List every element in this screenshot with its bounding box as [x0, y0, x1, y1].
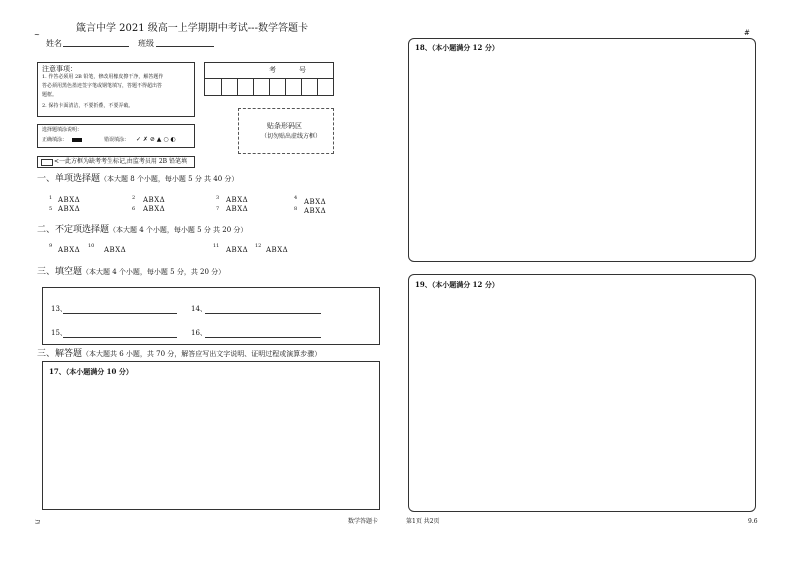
choice-options[interactable]: ABXΔ — [143, 205, 166, 213]
answer-box-18[interactable] — [408, 38, 756, 262]
question-number: 8 — [294, 206, 298, 212]
footer-page-info: 第1页 共2页 — [406, 518, 440, 525]
exam-number-cell[interactable] — [237, 78, 238, 95]
notice-box — [37, 62, 195, 117]
section3-note: （本大题 4 个小题，每小题 5 分，共 20 分） — [82, 268, 226, 276]
question-number: 12 — [255, 243, 262, 249]
right-corner-mark: # — [744, 29, 750, 37]
choice-options[interactable]: ABXΔ — [58, 205, 81, 213]
class-field[interactable] — [156, 46, 214, 47]
section4-heading — [37, 350, 321, 359]
notice-line: 答必须用黑色墨迹签字笔或钢笔填写，答题不得超出答 — [42, 83, 163, 89]
exam-number-label-a: 考 — [269, 66, 276, 74]
question-number: 7 — [216, 206, 220, 212]
section1-note: （本大题 8 个小题，每小题 5 分 共 40 分） — [100, 175, 239, 183]
question-number: 5 — [49, 206, 53, 212]
section3-heading — [37, 268, 225, 277]
exam-number-cell[interactable] — [269, 78, 270, 95]
fill-guide-correct-label: 正确填涂： — [42, 137, 68, 143]
exam-number-cell[interactable] — [285, 78, 286, 95]
choice-options[interactable]: ABXΔ — [58, 196, 81, 204]
section2-title: 二、不定项选择题 — [37, 225, 110, 235]
footer-left-mark: コ — [34, 518, 41, 526]
section4-note: （本大题共 6 小题，共 70 分，解答应写出文字说明、证明过程或演算步骤） — [82, 350, 322, 358]
page-title: 箴言中学 2021 级高一上学期期中考试---数学答题卡 — [76, 23, 308, 34]
barcode-area-title: 贴条形码区 — [267, 122, 302, 130]
absent-box — [37, 156, 195, 168]
question-19-label: 19、（本小题满分 12 分） — [415, 280, 499, 289]
blank-label: 14、 — [191, 305, 207, 313]
blank-answer-line[interactable] — [63, 337, 177, 338]
question-17-label: 17、（本小题满分 10 分） — [49, 367, 133, 376]
question-number: 9 — [49, 243, 53, 249]
blank-answer-line[interactable] — [63, 313, 177, 314]
answer-box-19[interactable] — [408, 274, 756, 512]
exam-number-cell[interactable] — [221, 78, 222, 95]
exam-number-cell[interactable] — [301, 78, 302, 95]
name-field[interactable] — [63, 46, 129, 47]
notice-title: 注意事项： — [42, 65, 77, 73]
section3-title: 三、填空题 — [37, 267, 83, 277]
answer-box-17[interactable] — [42, 361, 380, 510]
fill-guide-box — [37, 124, 195, 148]
corner-mark: ~ — [34, 31, 40, 39]
blank-answer-line[interactable] — [205, 313, 321, 314]
question-number: 2 — [132, 195, 136, 201]
section2-note: （本大题 4 个小题，每小题 5 分 共 20 分） — [109, 226, 248, 234]
section1-title: 一、单项选择题 — [37, 174, 101, 184]
absent-note: <一此方框为缺考考生标记,由监考员用 2B 铅笔填 — [54, 158, 187, 165]
question-number: 11 — [213, 243, 220, 249]
barcode-area — [238, 108, 334, 154]
choice-options[interactable]: ABXΔ — [104, 246, 127, 254]
blank-label: 15、 — [51, 329, 67, 337]
exam-number-grid[interactable] — [204, 62, 334, 96]
blank-label: 16、 — [191, 329, 207, 337]
correct-fill-mark — [72, 138, 82, 142]
question-number: 6 — [132, 206, 136, 212]
notice-line: 1. 作答必须用 2B 铅笔，修改用橡皮擦干净，解答题作 — [42, 74, 164, 80]
question-number: 4 — [294, 195, 298, 201]
question-number: 3 — [216, 195, 220, 201]
choice-options[interactable]: ABXΔ — [304, 207, 327, 215]
exam-number-label-b: 号 — [299, 66, 306, 74]
notice-line: 题框。 — [42, 92, 58, 98]
exam-number-cell[interactable] — [253, 78, 254, 95]
question-number: 1 — [49, 195, 53, 201]
footer-right-mark: 9.6 — [748, 518, 758, 525]
fill-guide-title: 选择题填涂说明： — [42, 127, 83, 133]
footer-sheet-name: 数学答题卡 — [348, 518, 379, 525]
choice-options[interactable]: ABXΔ — [304, 198, 327, 206]
choice-options[interactable]: ABXΔ — [143, 196, 166, 204]
wrong-fill-marks: ✓ ✗ ⊘ ▲ ○ ◐ — [136, 136, 176, 143]
section4-title: 三、解答题 — [37, 349, 83, 359]
choice-options[interactable]: ABXΔ — [266, 246, 289, 254]
blank-answer-line[interactable] — [205, 337, 321, 338]
question-18-label: 18、（本小题满分 12 分） — [415, 43, 499, 52]
section1-heading — [37, 175, 238, 184]
blank-label: 13、 — [51, 305, 67, 313]
section2-heading — [37, 226, 247, 235]
choice-options[interactable]: ABXΔ — [226, 246, 249, 254]
choice-options[interactable]: ABXΔ — [226, 196, 249, 204]
fill-blank-box — [42, 287, 380, 345]
fill-guide-wrong-label: 错误填涂： — [104, 137, 130, 143]
class-label: 班级 — [138, 39, 154, 48]
choice-options[interactable]: ABXΔ — [58, 246, 81, 254]
absent-checkbox[interactable] — [41, 159, 53, 166]
barcode-area-note: （切勿贴出虚线方框） — [261, 133, 322, 140]
name-label: 姓名 — [46, 39, 62, 48]
exam-number-cell[interactable] — [317, 78, 318, 95]
question-number: 10 — [88, 243, 95, 249]
choice-options[interactable]: ABXΔ — [226, 205, 249, 213]
notice-line: 2. 保持卡面清洁，不要折叠，不要弄破。 — [42, 103, 134, 109]
